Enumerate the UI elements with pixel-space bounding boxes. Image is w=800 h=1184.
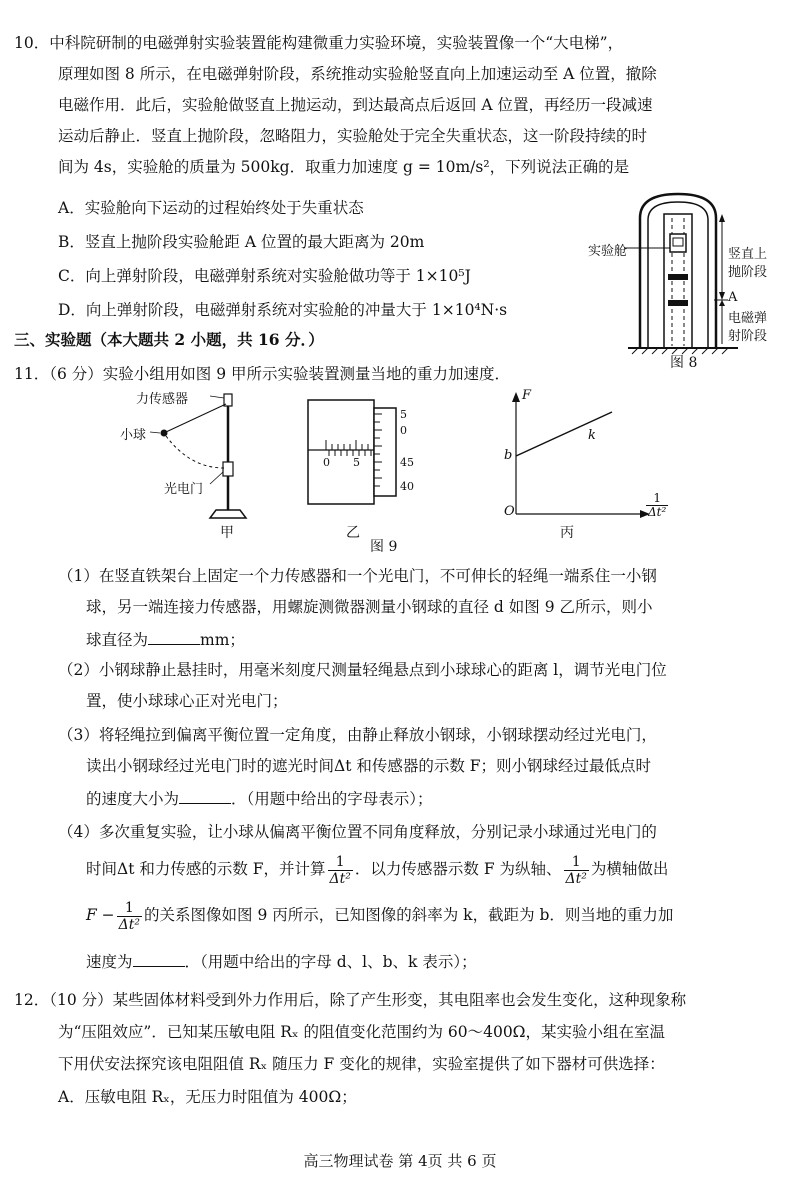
fig9-gate-label: 光电门 xyxy=(164,482,204,497)
q11-part-3-line-2: 读出小钢球经过光电门时的遮光时间Δt 和传感器的示数 F；则小钢球经过最低点时 xyxy=(86,757,652,775)
q12-line-3: 下用伏安法探究该电阻阻值 Rₓ 随压力 F 变化的规律，实验室提供了如下器材可供选择： xyxy=(58,1055,665,1073)
fig8-em-stage-label-2: 射阶段 xyxy=(728,329,768,344)
fig9-graph-intercept-b: b xyxy=(504,448,513,463)
q10-line-1: 10．中科院研制的电磁弹射实验装置能构建微重力实验环境，实验装置像一个“大电梯”， xyxy=(14,34,624,52)
q11-part-4-line-4 xyxy=(86,950,477,972)
q11-part-4-l3-prefix: F − xyxy=(86,906,115,924)
fig9-tick-40: 40 xyxy=(400,480,414,493)
fig8-caption: 图 8 xyxy=(670,355,698,371)
q11-heading: 11．（6 分）实验小组用如图 9 甲所示实验装置测量当地的重力加速度． xyxy=(14,365,510,383)
fig9-graph-slope-k: k xyxy=(588,428,596,443)
q11-part-1-line-2: 球，另一端连接力传感器，用螺旋测微器测量小钢球的直径 d 如图 9 乙所示，则小 xyxy=(86,598,653,616)
q11-part-1-answer-unit: mm； xyxy=(200,631,245,649)
q11-part-4-l2-middle: ．以力传感器示数 F 为纵轴、 xyxy=(354,860,562,878)
q10-option-b: B．竖直上抛阶段实验舱距 A 位置的最大距离为 20m xyxy=(58,233,425,251)
fig9-tick-main-5: 5 xyxy=(353,456,360,469)
fig9-caption: 图 9 xyxy=(370,539,398,555)
q11-part-3-answer-suffix: ．（用题中给出的字母表示）； xyxy=(231,790,433,808)
fig9-graph-x-axis xyxy=(644,492,670,519)
q12-line-2: 为“压阻效应”．已知某压敏电阻 Rₓ 的阻值变化范围约为 60～400Ω，某实验小组在室温 xyxy=(58,1023,666,1041)
q11-part-4-line-3 xyxy=(86,898,673,933)
elevator-diagram xyxy=(588,188,798,373)
fig9-tick-0: 0 xyxy=(400,424,407,437)
q11-part-4-answer-blank[interactable] xyxy=(133,950,185,967)
figure-9 xyxy=(120,388,680,554)
q11-frac-b-num: 1 xyxy=(564,854,589,871)
fig8-up-stage-label-1: 竖直上 xyxy=(728,247,768,262)
q11-part-4-l2-prefix: 时间Δt 和力传感的示数 F，并计算 xyxy=(86,860,326,878)
fig9-bing-label: 丙 xyxy=(560,525,574,541)
fig8-em-stage-label-1: 电磁弹 xyxy=(728,311,768,326)
q11-part-4-line-2 xyxy=(86,852,668,887)
fig9-tick-45: 45 xyxy=(400,456,414,469)
q10-line-3: 电磁作用．此后，实验舱做竖直上抛运动，到达最高点后返回 A 位置，再经历一段减速 xyxy=(58,96,653,114)
q11-frac-c-den: Δt² xyxy=(118,916,141,933)
q10-line-4: 运动后静止．竖直上抛阶段，忽略阻力，实验舱处于完全失重状态，这一阶段持续的时 xyxy=(58,127,648,145)
fig8-point-a-label: A xyxy=(728,290,738,305)
fig9-tick-5-top: 5 xyxy=(400,408,407,421)
q12-option-a: A．压敏电阻 Rₓ，无压力时阻值为 400Ω； xyxy=(58,1088,357,1106)
q10-line-5: 间为 4s，实验舱的质量为 500kg．取重力加速度 g = 10m/s²，下列说法正确的是 xyxy=(58,158,630,176)
q11-part-1-answer-prefix: 球直径为 xyxy=(86,631,149,649)
q12-line-1: 12．（10 分）某些固体材料受到外力作用后，除了产生形变，其电阻率也会发生变化，这种现象称 xyxy=(14,991,687,1009)
q11-part-3-line-3 xyxy=(86,787,433,809)
q11-part-2-line-2: 置，使小球球心正对光电门； xyxy=(86,692,288,710)
q11-part-2-line-1: （2）小钢球静止悬挂时，用毫米刻度尺测量轻绳悬点到小球球心的距离 l，调节光电门位 xyxy=(58,661,667,679)
q11-frac-a-num: 1 xyxy=(328,854,353,871)
fig9-graph-origin: O xyxy=(504,504,515,519)
q11-frac-b-den: Δt² xyxy=(565,870,587,887)
q11-part-1-line-3 xyxy=(86,628,245,650)
fig9-jia-label: 甲 xyxy=(220,525,234,541)
q11-frac-a-den: Δt² xyxy=(329,870,351,887)
section-3-heading: 三、实验题（本大题共 2 小题，共 16 分．） xyxy=(14,330,324,349)
fig9-graph-x-num: 1 xyxy=(646,492,668,506)
q11-part-4-answer-suffix: ．（用题中给出的字母 d、l、b、k 表示）； xyxy=(184,953,477,971)
q10-line-2: 原理如图 8 所示，在电磁弹射阶段，系统推动实验舱竖直向上加速运动至 A 位置，撤除 xyxy=(58,65,657,83)
q11-part-3-line-1: （3）将轻绳拉到偏离平衡位置一定角度，由静止释放小钢球，小钢球摆动经过光电门， xyxy=(58,726,657,744)
q10-option-d: D．向上弹射阶段，电磁弹射系统对实验舱的冲量大于 1×10⁴N·s xyxy=(58,301,508,319)
fig9-graph-x-den: Δt² xyxy=(648,505,667,519)
fig8-up-stage-label-2: 抛阶段 xyxy=(728,265,768,280)
fig9-yi-label: 乙 xyxy=(346,525,360,541)
fig9-tick-main-0: 0 xyxy=(323,456,330,469)
q10-option-a: A．实验舱向下运动的过程始终处于失重状态 xyxy=(58,199,364,217)
q11-part-3-answer-prefix: 的速度大小为 xyxy=(86,790,180,808)
q11-part-4-l3-suffix: 的关系图像如图 9 丙所示，已知图像的斜率为 k，截距为 b．则当地的重力加 xyxy=(144,906,674,924)
q11-part-1-answer-blank[interactable] xyxy=(148,628,200,645)
q11-part-3-answer-blank[interactable] xyxy=(179,787,231,804)
q10-option-c: C．向上弹射阶段，电磁弹射系统对实验舱做功等于 1×10⁵J xyxy=(58,267,471,285)
fig9-graph-f-axis: F xyxy=(522,388,532,403)
page-footer: 高三物理试卷 第 4页 共 6 页 xyxy=(303,1152,497,1170)
fig9-sensor-label: 力传感器 xyxy=(136,392,189,407)
fig9-ball-label: 小球 xyxy=(120,428,147,443)
q11-frac-c-num: 1 xyxy=(117,900,142,917)
figure-8 xyxy=(588,188,798,373)
fig8-cabin-label: 实验舱 xyxy=(588,244,628,259)
q11-part-4-line-1: （4）多次重复实验，让小球从偏离平衡位置不同角度释放，分别记录小球通过光电门的 xyxy=(58,823,657,841)
q11-part-4-l2-suffix: 为横轴做出 xyxy=(590,860,669,878)
q11-part-1-line-1: （1）在竖直铁架台上固定一个力传感器和一个光电门，不可伸长的轻绳一端系住一小钢 xyxy=(58,567,657,585)
q11-part-4-answer-prefix: 速度为 xyxy=(86,953,133,971)
